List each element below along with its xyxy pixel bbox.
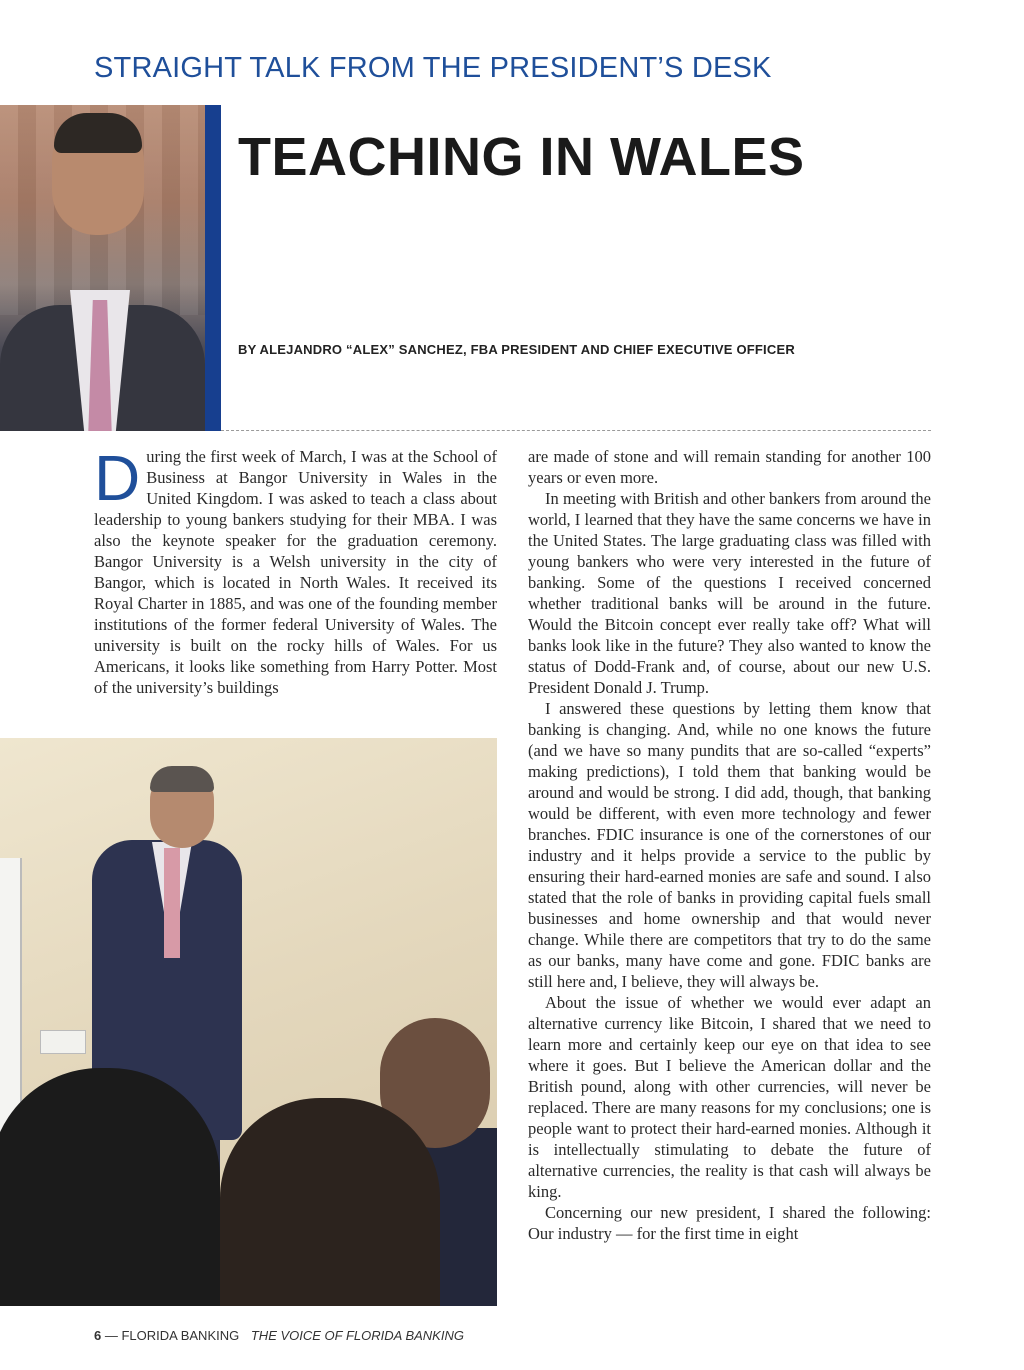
paragraph: In meeting with British and other bankers from around the world, I learned that they have the same concerns we have in the United States. The large graduating class was filled with young bankers who were very interested in the future of banking. Some of the questions I received concerned whether traditional banks will be around in the future. Would the Bitcoin concept ever really take off? What will banks look like in the future? They also wanted to know the status of Dodd-Frank and, of course, about our new U.S. President Donald J. Trump. — [528, 489, 931, 697]
author-portrait — [0, 105, 205, 431]
publication-tagline: THE VOICE OF FLORIDA BANKING — [250, 1328, 464, 1343]
section-kicker: STRAIGHT TALK FROM THE PRESIDENT’S DESK — [94, 52, 772, 84]
page-footer — [94, 1328, 464, 1343]
article-byline: BY ALEJANDRO “ALEX” SANCHEZ, FBA PRESIDENT AND CHIEF EXECUTIVE OFFICER — [238, 342, 795, 357]
paragraph: Concerning our new president, I shared the following: Our industry — for the first time in eight — [528, 1203, 931, 1243]
paragraph — [94, 442, 497, 698]
paragraph-text: uring the first week of March, I was at the School of Business at Bangor University in Wales in the United Kingdom. I was asked to teach a class about leadership to young bankers studying for their MBA. I was also the keynote speaker for the graduation ceremony. Bangor University is a Welsh university in the city of Bangor, which is located in North Wales. It received its Royal Charter in 1885, and was one of the founding member institutions of the former federal University of Wales. The university is built on the rocky hills of Wales. For us Americans, it looks like something from Harry Potter. Most of the university’s buildings — [94, 447, 497, 697]
classroom-photo — [0, 738, 497, 1306]
article-column-2 — [528, 446, 931, 1244]
divider — [221, 430, 931, 431]
drop-cap: D — [94, 442, 141, 514]
article-headline: TEACHING IN WALES — [238, 127, 805, 187]
page-number: 6 — [94, 1328, 102, 1343]
accent-bar — [205, 105, 221, 431]
paragraph: are made of stone and will remain standing for another 100 years or even more. — [528, 447, 931, 487]
publication-name: — FLORIDA BANKING — [104, 1328, 240, 1343]
paragraph: I answered these questions by letting them know that banking is changing. And, while no one knows the future (and we have so many pundits that are so-called “experts” making predictions), I told them that banking would be around and would be strong. I did add, though, that banking would be different, with even more technology and fewer branches. FDIC insurance is one of the cornerstones of our industry and it helps provide a service to the public by ensuring their hard-earned monies are safe and sound. I also stated that the role of banks in providing capital fuels small businesses and home ownership and that would never change. While there are competitors that try to do the same as our banks, many have come and gone. FDIC banks are still here and, I believe, they will always be. — [528, 699, 931, 991]
article-column-1 — [94, 442, 497, 698]
paragraph: About the issue of whether we would ever adapt an alternative currency like Bitcoin, I shared that we need to learn more and certainly keep our eye on that idea to see where it goes. But I believe the American dollar and the British pound, along with other currencies, will never be replaced. There are many reasons for my conclusions; one is people want to protect their hard-earned monies. Although it is intellectually stimulating to debate the future of alternative currencies, the reality is that cash will always be king. — [528, 993, 931, 1201]
